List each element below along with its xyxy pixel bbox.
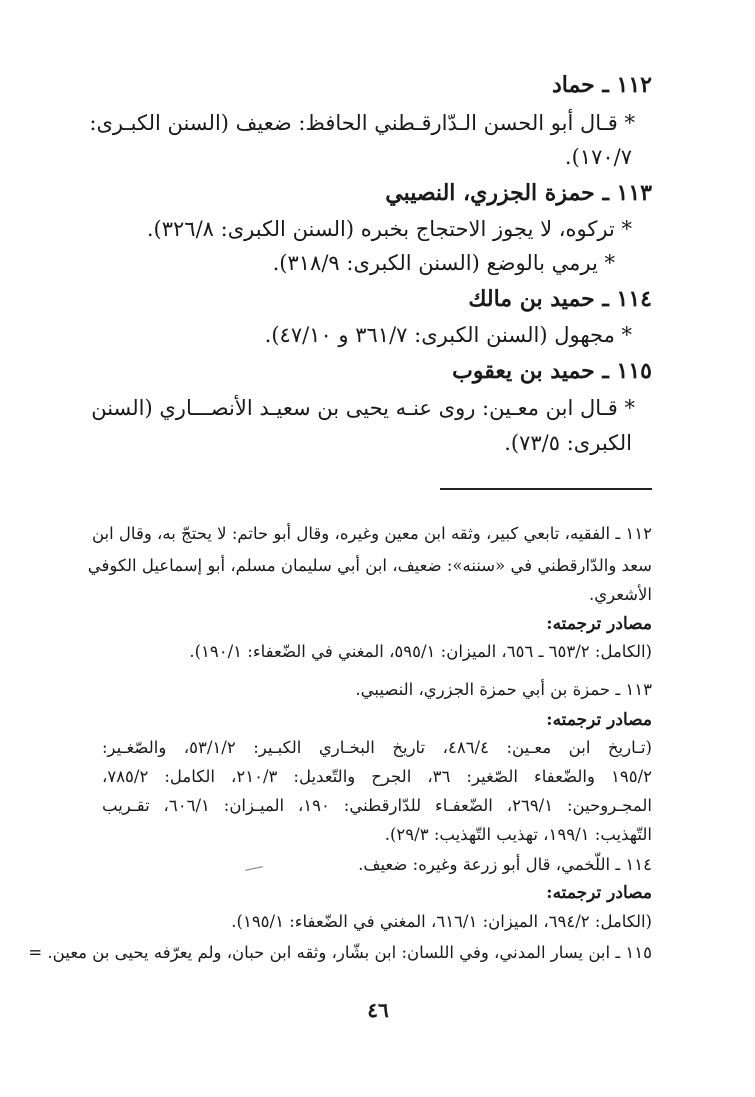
footnote-114-line-1: ١١٤ ـ اللّخمي، قال أبو زرعة وغيره: ضعيف. — [358, 855, 652, 874]
entry-112-heading: ١١٢ ـ حماد — [551, 72, 652, 98]
footnote-112-line-1: ١١٢ ـ الفقيه، تابعي كبير، وثقه ابن معين وغيره، وقال أبو حاتم: لا يحتجّ به، وقال ابن — [91, 524, 652, 543]
footnote-114-sources-line-1: (الكامل: ٦٩٤/٢، الميزان: ٦١٦/١، المغني في الضّعفاء: ١٩٥/١). — [231, 912, 652, 931]
footnote-113-sources-line-4: التّهذيب: ١٩٩/١، تهذيب التّهذيب: ٢٩/٣). — [384, 825, 652, 844]
footnote-separator — [440, 488, 652, 490]
footnote-113-sources-line-1: (تـاريخ ابن معـين: ٤٨٦/٤، تاريخ البخـاري الكبـير: ٥٣/١/٢، والصّغـير: — [102, 738, 652, 757]
entry-113-text-line-2: * يرمي بالوضع (السنن الكبرى: ٣١٨/٩). — [272, 251, 615, 275]
entry-112-text-line-1: * قـال أبو الحسن الـدّارقـطني الحافظ: ضعيف (السنن الكبـرى: — [89, 111, 635, 135]
footnote-112-line-2: سعد والدّارقطني في «سننه»: ضعيف، ابن أبي سليمان مسلم، أبو إسماعيل الكوفي — [87, 556, 652, 575]
footnote-114-sources-label: مصادر ترجمته: — [546, 883, 652, 903]
page-number: ٤٦ — [367, 998, 389, 1022]
footnote-113-line-1: ١١٣ ـ حمزة بن أبي حمزة الجزري، النصيبي. — [355, 680, 652, 699]
footnote-112-line-3: الأشعري. — [588, 585, 652, 604]
footnote-113-sources-line-2: ١٩٥/٢ والضّعفاء الصّغير: ٣٦، الجرح والتّعديل: ٢١٠/٣، الكامل: ٧٨٥/٢، — [102, 767, 652, 786]
entry-112-text-line-2: ١٧٠/٧). — [564, 145, 632, 169]
footnote-115-line-1: ١١٥ ـ ابن يسار المدني، وفي اللسان: ابن بشّار، وثقه ابن حبان، ولم يعرّفه يحيى بن معين. = — [28, 943, 652, 962]
scan-mark — [245, 866, 263, 871]
entry-115-heading: ١١٥ ـ حميد بن يعقوب — [452, 358, 652, 384]
entry-113-text-line-1: * تركوه، لا يجوز الاحتجاج بخبره (السنن الكبرى: ٣٢٦/٨). — [146, 217, 632, 241]
footnote-113-sources-label: مصادر ترجمته: — [546, 710, 652, 730]
entry-115-text-line-1: * قـال ابن معـين: روى عنـه يحيى بن سعيـد الأنصـــاري (السنن — [91, 396, 635, 420]
footnote-112-sources-label: مصادر ترجمته: — [546, 614, 652, 634]
entry-115-text-line-2: الكبرى: ٧٣/٥). — [504, 431, 632, 455]
footnote-112-sources-line-1: (الكامل: ٦٥٣/٢ ـ ٦٥٦، الميزان: ٥٩٥/١، المغني في الضّعفاء: ١٩٠/١). — [189, 642, 652, 661]
entry-113-heading: ١١٣ ـ حمزة الجزري، النصيبي — [385, 180, 652, 206]
entry-114-text-line-1: * مجهول (السنن الكبرى: ٣٦١/٧ و ٤٧/١٠). — [264, 323, 632, 347]
entry-114-heading: ١١٤ ـ حميد بن مالك — [468, 286, 652, 312]
footnote-113-sources-line-3: المجـروحين: ٢٦٩/١، الضّعفـاء للدّارقطني: ١٩٠، الميـزان: ٦٠٦/١، تقـريب — [102, 796, 652, 815]
